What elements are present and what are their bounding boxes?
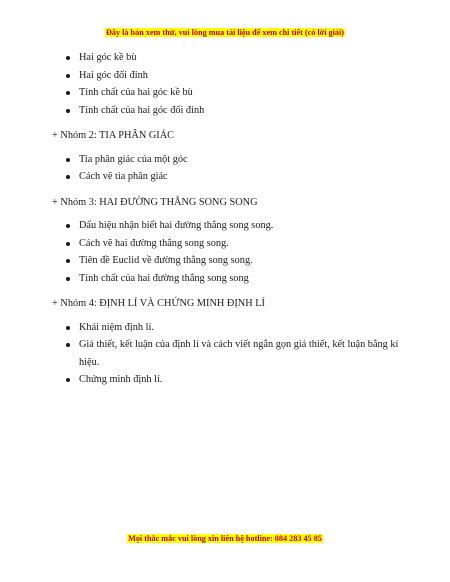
list-item: Cách vẽ tia phân giác [52,168,402,186]
list-item: Hai góc đối đỉnh [52,67,402,85]
list-item: Cách vẽ hai đường thẳng song song. [52,235,402,253]
group-3-title: + Nhóm 3: HAI ĐƯỜNG THẲNG SONG SONG [52,196,258,208]
list-item: Tia phân giác của một góc [52,151,402,169]
list-item: Tiên đề Euclid về đường thẳng song song. [52,252,402,270]
group-4-list [52,319,402,389]
list-item: Hai góc kề bù [52,49,402,67]
list-item: Tính chất của hai góc đối đỉnh [52,102,402,120]
list-item: Chứng minh định lí. [52,371,402,389]
list-item: Dấu hiệu nhận biết hai đường thẳng song song. [52,217,402,235]
list-item: Tính chất của hai đường thẳng song song [52,270,402,288]
list-item: Tính chất của hai góc kề bù [52,84,402,102]
document-body [52,49,402,389]
group-4-title: + Nhóm 4: ĐỊNH LÍ VÀ CHỨNG MINH ĐỊNH LÍ [52,298,265,309]
hotline-notice-banner [0,533,450,544]
list-item: Khái niệm định lí. [52,319,402,337]
intro-list [52,49,402,119]
preview-notice-text: Đây là bản xem thử, vui lòng mua tài liệu để xem chi tiết (có lời giải) [105,28,344,37]
list-item: Giả thiết, kết luận của định lí và cách viết ngắn gọn giả thiết, kết luận bằng kí hiệu. [52,336,402,371]
preview-notice-banner [0,27,450,38]
hotline-notice-text: Mọi thắc mắc vui lòng xin liên hệ hotline: 084 283 45 85 [128,534,322,543]
group-2-list [52,151,402,186]
group-2-title: + Nhóm 2: TIA PHÂN GIÁC [52,130,175,141]
group-3-list [52,217,402,287]
